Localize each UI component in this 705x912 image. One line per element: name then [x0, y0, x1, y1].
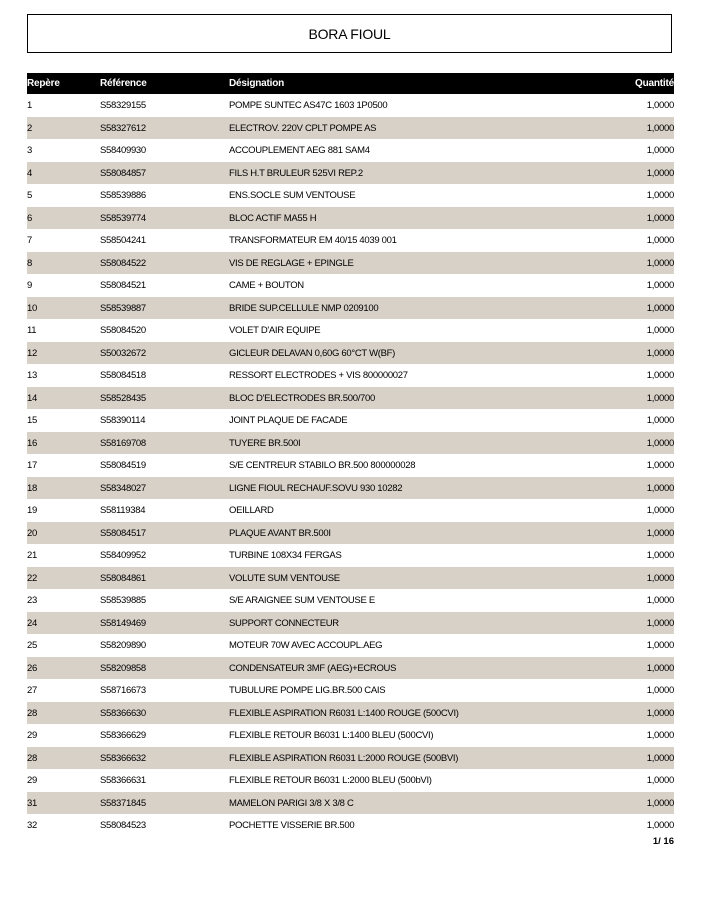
cell-reference: S58119384: [100, 505, 146, 516]
cell-reference: S58390114: [100, 415, 146, 426]
cell-designation: TUYERE BR.500I: [229, 432, 574, 454]
table-row: [27, 499, 674, 522]
header-designation: Désignation: [229, 73, 574, 94]
cell-reference: S58084518: [100, 370, 146, 381]
cell-quantite: 1,0000: [574, 567, 674, 589]
cell-repere: 7: [27, 235, 32, 246]
document-title-box: [27, 14, 672, 53]
cell-designation: SUPPORT CONNECTEUR: [229, 612, 574, 634]
cell-designation: ELECTROV. 220V CPLT POMPE AS: [229, 117, 574, 139]
cell-quantite: 1,0000: [574, 477, 674, 499]
cell-quantite: 1,0000: [646, 820, 674, 831]
cell-reference: S58169708: [100, 432, 229, 454]
table-row: [27, 634, 674, 657]
table-row: [27, 657, 674, 679]
cell-reference: S58539774: [100, 207, 229, 229]
table-row: [27, 319, 674, 342]
cell-quantite: 1,0000: [574, 522, 674, 544]
cell-repere: 32: [27, 820, 37, 831]
cell-repere: 6: [27, 207, 100, 229]
cell-designation: TURBINE 108X34 FERGAS: [229, 550, 342, 561]
cell-repere: 17: [27, 460, 37, 471]
cell-designation: VOLET D'AIR EQUIPE: [229, 325, 321, 336]
cell-quantite: 1,0000: [574, 747, 674, 769]
cell-designation: FLEXIBLE RETOUR B6031 L:2000 BLEU (500bVI): [229, 775, 432, 786]
cell-reference: S58539885: [100, 595, 146, 606]
cell-designation: FLEXIBLE ASPIRATION R6031 L:2000 ROUGE (500BVI): [229, 747, 574, 769]
cell-quantite: 1,0000: [646, 460, 674, 471]
table-row: [27, 207, 674, 229]
cell-designation: GICLEUR DELAVAN 0,60G 60°CT W(BF): [229, 342, 574, 364]
cell-designation: LIGNE FIOUL RECHAUF.SOVU 930 10282: [229, 477, 574, 499]
cell-quantite: 1,0000: [574, 252, 674, 274]
header-repere: Repère: [27, 73, 100, 94]
cell-repere: 8: [27, 252, 100, 274]
cell-quantite: 1,0000: [646, 325, 674, 336]
cell-designation: ACCOUPLEMENT AEG 881 SAM4: [229, 145, 370, 156]
cell-repere: 22: [27, 567, 100, 589]
cell-designation: PLAQUE AVANT BR.500I: [229, 522, 574, 544]
cell-designation: FILS H.T BRULEUR 525VI REP.2: [229, 162, 574, 184]
cell-repere: 28: [27, 747, 100, 769]
cell-reference: S58348027: [100, 477, 229, 499]
table-row: [27, 117, 674, 139]
cell-reference: S58084522: [100, 252, 229, 274]
cell-reference: S58149469: [100, 612, 229, 634]
cell-designation: CONDENSATEUR 3MF (AEG)+ECROUS: [229, 657, 574, 679]
cell-designation: OEILLARD: [229, 505, 274, 516]
cell-designation: FLEXIBLE ASPIRATION R6031 L:1400 ROUGE (500CVI): [229, 702, 574, 724]
table-row: [27, 769, 674, 792]
table-header-row: [27, 73, 674, 94]
table-row: [27, 342, 674, 364]
cell-repere: 12: [27, 342, 100, 364]
cell-reference: S58084857: [100, 162, 229, 184]
cell-quantite: 1,0000: [646, 640, 674, 651]
cell-repere: 20: [27, 522, 100, 544]
table-row: [27, 814, 674, 837]
cell-repere: 26: [27, 657, 100, 679]
cell-reference: S58084521: [100, 280, 146, 291]
cell-quantite: 1,0000: [646, 100, 674, 111]
table-row: [27, 297, 674, 319]
cell-reference: S58209858: [100, 657, 229, 679]
cell-quantite: 1,0000: [574, 657, 674, 679]
cell-reference: S58084523: [100, 820, 146, 831]
cell-quantite: 1,0000: [646, 550, 674, 561]
table-row: [27, 589, 674, 612]
cell-designation: ENS.SOCLE SUM VENTOUSE: [229, 190, 356, 201]
cell-reference: S58329155: [100, 100, 146, 111]
cell-reference: S58327612: [100, 117, 229, 139]
cell-designation: VOLUTE SUM VENTOUSE: [229, 567, 574, 589]
cell-quantite: 1,0000: [574, 297, 674, 319]
cell-quantite: 1,0000: [574, 792, 674, 814]
table-row: [27, 94, 674, 117]
table-row: [27, 252, 674, 274]
table-row: [27, 387, 674, 409]
cell-designation: BLOC D'ELECTRODES BR.500/700: [229, 387, 574, 409]
cell-repere: 11: [27, 325, 37, 336]
cell-quantite: 1,0000: [646, 685, 674, 696]
cell-repere: 16: [27, 432, 100, 454]
cell-reference: S58716673: [100, 685, 146, 696]
cell-repere: 14: [27, 387, 100, 409]
cell-repere: 21: [27, 550, 37, 561]
cell-repere: 4: [27, 162, 100, 184]
cell-repere: 3: [27, 145, 32, 156]
cell-repere: 13: [27, 370, 37, 381]
table-row: [27, 364, 674, 387]
cell-repere: 1: [27, 100, 32, 111]
cell-repere: 31: [27, 792, 100, 814]
table-row: [27, 702, 674, 724]
table-row: [27, 679, 674, 702]
cell-quantite: 1,0000: [574, 432, 674, 454]
cell-quantite: 1,0000: [646, 145, 674, 156]
cell-repere: 29: [27, 775, 37, 786]
cell-quantite: 1,0000: [646, 190, 674, 201]
cell-reference: S58084519: [100, 460, 146, 471]
cell-reference: S58409952: [100, 550, 146, 561]
cell-designation: MOTEUR 70W AVEC ACCOUPL.AEG: [229, 640, 383, 651]
cell-quantite: 1,0000: [646, 775, 674, 786]
table-row: [27, 522, 674, 544]
table-row: [27, 229, 674, 252]
cell-repere: 25: [27, 640, 37, 651]
cell-reference: S58366631: [100, 775, 146, 786]
cell-reference: S58504241: [100, 235, 146, 246]
cell-reference: S58366632: [100, 747, 229, 769]
cell-designation: FLEXIBLE RETOUR B6031 L:1400 BLEU (500CVI): [229, 730, 434, 741]
table-row: [27, 274, 674, 297]
table-row: [27, 162, 674, 184]
cell-reference: S58366630: [100, 702, 229, 724]
cell-repere: 27: [27, 685, 37, 696]
cell-repere: 5: [27, 190, 32, 201]
cell-reference: S58084861: [100, 567, 229, 589]
cell-designation: S/E CENTREUR STABILO BR.500 800000028: [229, 460, 416, 471]
cell-designation: MAMELON PARIGI 3/8 X 3/8 C: [229, 792, 574, 814]
parts-table: [27, 73, 674, 837]
cell-repere: 9: [27, 280, 32, 291]
cell-reference: S58084520: [100, 325, 146, 336]
cell-reference: S58209890: [100, 640, 146, 651]
cell-repere: 19: [27, 505, 37, 516]
cell-quantite: 1,0000: [574, 207, 674, 229]
cell-reference: S58366629: [100, 730, 146, 741]
table-row: [27, 567, 674, 589]
cell-designation: CAME + BOUTON: [229, 280, 304, 291]
header-reference: Référence: [100, 73, 229, 94]
cell-repere: 28: [27, 702, 100, 724]
cell-reference: S50032672: [100, 342, 229, 364]
header-quantite: Quantité: [574, 73, 674, 94]
table-row: [27, 432, 674, 454]
cell-quantite: 1,0000: [646, 505, 674, 516]
table-row: [27, 139, 674, 162]
cell-quantite: 1,0000: [646, 595, 674, 606]
cell-designation: BLOC ACTIF MA55 H: [229, 207, 574, 229]
cell-repere: 2: [27, 117, 100, 139]
cell-repere: 29: [27, 730, 37, 741]
table-row: [27, 747, 674, 769]
table-row: [27, 477, 674, 499]
cell-repere: 18: [27, 477, 100, 499]
cell-designation: TRANSFORMATEUR EM 40/15 4039 001: [229, 235, 397, 246]
table-row: [27, 454, 674, 477]
cell-repere: 15: [27, 415, 37, 426]
table-row: [27, 612, 674, 634]
cell-quantite: 1,0000: [646, 730, 674, 741]
cell-reference: S58409930: [100, 145, 146, 156]
cell-quantite: 1,0000: [646, 370, 674, 381]
document-title: BORA FIOUL: [308, 25, 391, 42]
cell-designation: S/E ARAIGNEE SUM VENTOUSE E: [229, 595, 375, 606]
table-row: [27, 409, 674, 432]
table-row: [27, 724, 674, 747]
cell-quantite: 1,0000: [574, 387, 674, 409]
cell-quantite: 1,0000: [646, 415, 674, 426]
cell-reference: S58084517: [100, 522, 229, 544]
table-body: [27, 94, 674, 837]
cell-quantite: 1,0000: [574, 612, 674, 634]
table-row: [27, 544, 674, 567]
page-number: 1/ 16: [652, 836, 674, 847]
cell-designation: TUBULURE POMPE LIG.BR.500 CAIS: [229, 685, 386, 696]
cell-reference: S58539887: [100, 297, 229, 319]
cell-quantite: 1,0000: [574, 342, 674, 364]
cell-quantite: 1,0000: [646, 235, 674, 246]
cell-designation: POCHETTE VISSERIE BR.500: [229, 820, 355, 831]
cell-quantite: 1,0000: [574, 702, 674, 724]
cell-repere: 23: [27, 595, 37, 606]
cell-designation: POMPE SUNTEC AS47C 1603 1P0500: [229, 100, 388, 111]
cell-designation: JOINT PLAQUE DE FACADE: [229, 415, 348, 426]
table-row: [27, 792, 674, 814]
cell-quantite: 1,0000: [646, 280, 674, 291]
cell-designation: BRIDE SUP.CELLULE NMP 0209100: [229, 297, 574, 319]
cell-designation: VIS DE REGLAGE + EPINGLE: [229, 252, 574, 274]
cell-quantite: 1,0000: [574, 162, 674, 184]
cell-repere: 24: [27, 612, 100, 634]
cell-reference: S58528435: [100, 387, 229, 409]
cell-designation: RESSORT ELECTRODES + VIS 800000027: [229, 370, 408, 381]
cell-quantite: 1,0000: [574, 117, 674, 139]
cell-repere: 10: [27, 297, 100, 319]
table-row: [27, 184, 674, 207]
cell-reference: S58539886: [100, 190, 146, 201]
cell-reference: S58371845: [100, 792, 229, 814]
